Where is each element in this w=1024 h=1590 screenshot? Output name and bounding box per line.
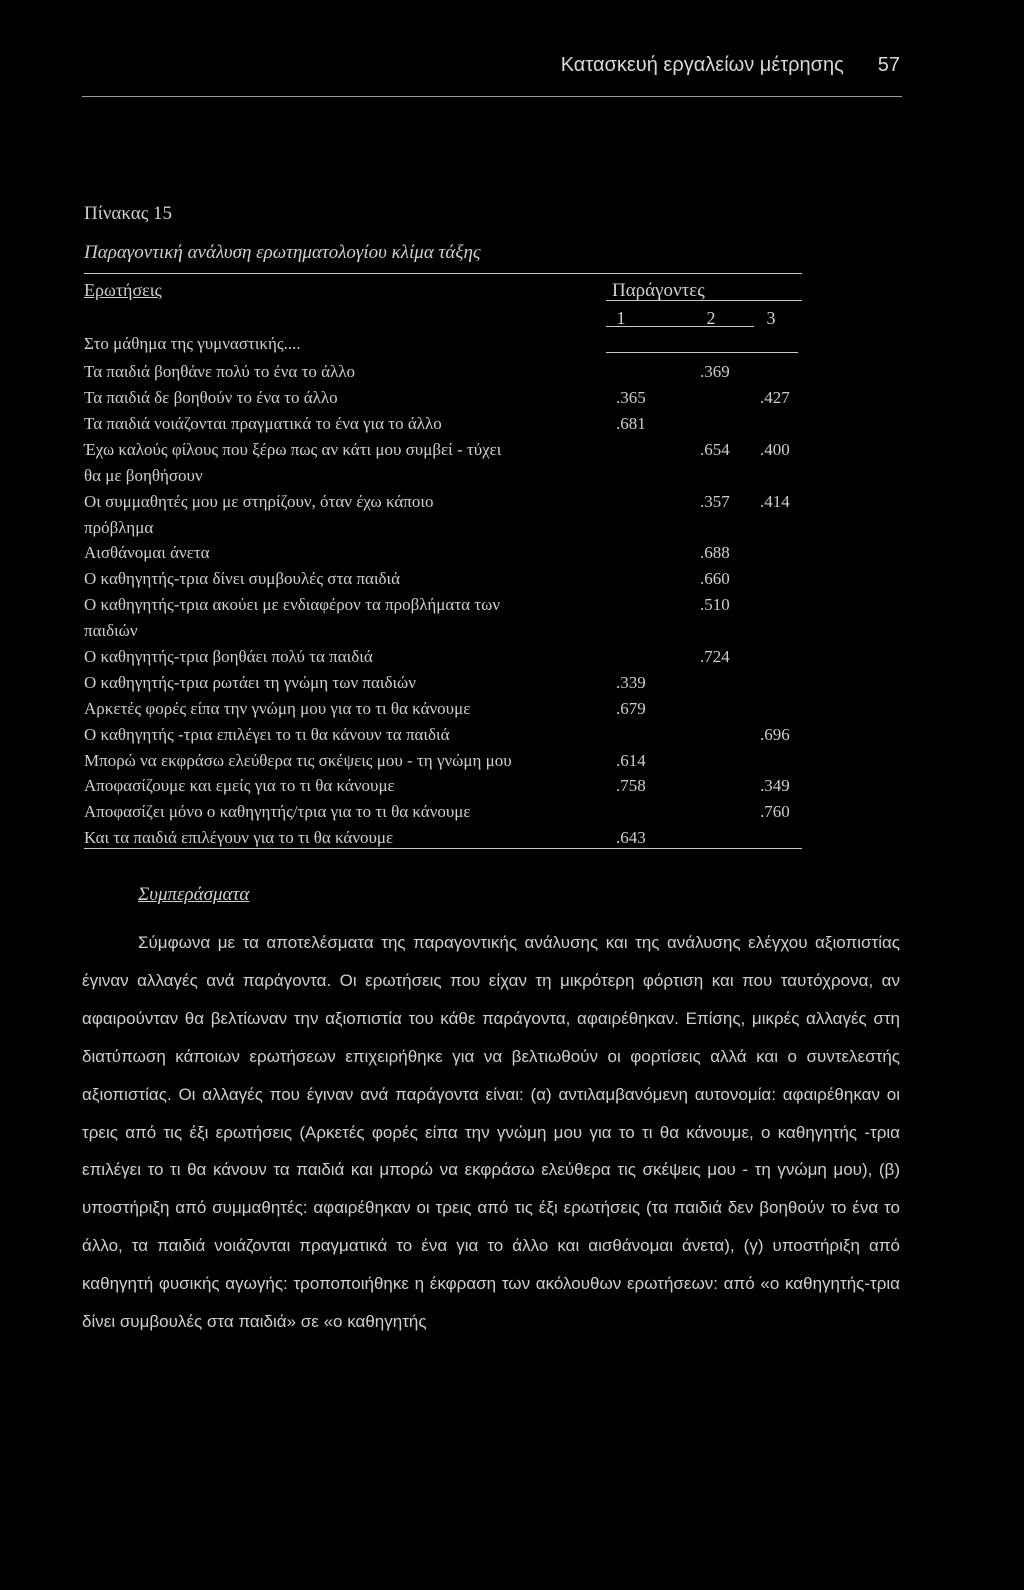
factor-3-loading: .400 [760, 439, 790, 459]
section-heading: Στο μάθημα της γυμναστικής.... [84, 334, 301, 353]
factor-2-loading: .510 [700, 595, 730, 615]
factor-1-loading: .339 [616, 672, 646, 692]
question-text: Τα παιδιά νοιάζονται πραγματικά το ένα για το άλλο [84, 413, 442, 433]
table-row [84, 595, 824, 641]
factor-1-loading: .365 [616, 387, 646, 407]
factor-2-loading: .724 [700, 646, 730, 666]
question-text: Μπορώ να εκφράσω ελεύθερα τις σκέψεις μου - τη γνώμη μου [84, 750, 512, 770]
factor-2-loading: .357 [700, 491, 730, 511]
table-row [84, 388, 824, 414]
question-text: Τα παιδιά δε βοηθούν το ένα το άλλο [84, 387, 338, 407]
factor-number-1: 1 [616, 308, 626, 328]
table-row [84, 699, 824, 725]
conclusions-paragraph: Σύμφωνα με τα αποτελέσματα της παραγοντικής ανάλυσης και της ανάλυσης ελέγχου αξιοπιστίας έγιναν αλλαγές ανά παράγοντα. Οι ερωτήσεις που είχαν τη μικρότερη φόρτιση και που ταυτόχρονα, αν αφαιρούνταν θα βελτίωναν την αξιοπιστία του κάθε παράγοντα, αφαιρέθηκαν. Επίσης, μικρές αλλαγές στη διατύπωση κάποιων ερωτήσεων επιχειρήθηκε για να βελτιωθούν οι φορτίσεις αλλά και ο συντελεστής αξιοπιστίας. Οι αλλαγές που έγιναν ανά παράγοντα είναι: (α) αντιλαμβανόμενη αυτονομία: αφαιρέθηκαν οι τρεις από τις έξι ερωτήσεις (Αρκετές φορές είπα την γνώμη μου για το τι θα κάνουμε, ο καθηγητής -τρια επιλέγει το τι θα κάνουν τα παιδιά και μπορώ να εκφράσω ελεύθερα τις σκέψεις μου - τη γνώμη μου), (β) υποστήριξη από συμμαθητές: αφαιρέθηκαν οι τρεις από τις έξι ερωτήσεις (τα παιδιά δεν βοηθούν το ένα το άλλο, τα παιδιά νοιάζονται πραγματικά το ένα για το άλλο και αισθάνομαι άνετα), (γ) υποστήριξη από καθηγητή φυσικής αγωγής: τροποποιήθηκε η έκφραση των ακόλουθων ερωτήσεων: από «ο καθηγητής-τρια δίνει συμβουλές στα παιδιά» σε «ο καθηγητής [82, 933, 900, 1332]
table-label: Πίνακας 15 [84, 203, 173, 224]
factor-1-loading: .758 [616, 776, 646, 796]
question-text: Οι συμμαθητές μου με στηρίζουν, όταν έχω κάποιο [84, 491, 434, 511]
factors-header: Παράγοντες [612, 280, 705, 301]
question-text: Αποφασίζει μόνο ο καθηγητής/τρια για το τι θα κάνουμε [84, 802, 471, 822]
question-text-continued: παιδιών [84, 621, 138, 641]
factor-3-loading: .696 [760, 724, 790, 744]
question-text: Ο καθηγητής-τρια ρωτάει τη γνώμη των παιδιών [84, 672, 416, 692]
factor-3-loading: .760 [760, 802, 790, 822]
question-text-continued: πρόβλημα [84, 517, 154, 537]
factor-2-loading: .654 [700, 439, 730, 459]
factor-number-3: 3 [766, 308, 776, 328]
question-text: Τα παιδιά βοηθάνε πολύ το ένα το άλλο [84, 362, 356, 381]
table-title: Παραγοντική ανάλυση ερωτηματολογίου κλίμα τάξης [84, 242, 481, 263]
factor-3-loading: .349 [760, 776, 790, 796]
factor-2-loading: .369 [700, 362, 730, 381]
questions-header: Ερωτήσεις [84, 280, 162, 300]
table-row [84, 673, 824, 699]
question-text: Έχω καλούς φίλους που ξέρω πως αν κάτι μου συμβεί - τύχει [84, 439, 502, 459]
page-number: 57 [877, 54, 900, 76]
running-title: Κατασκευή εργαλείων μέτρησης [560, 54, 844, 76]
question-text-continued: θα με βοηθήσουν [84, 465, 203, 485]
factor-1-loading: .614 [616, 750, 646, 770]
table-row [84, 725, 824, 751]
question-text: Και τα παιδιά επιλέγουν για το τι θα κάνουμε [84, 828, 394, 848]
table-row [84, 491, 824, 537]
question-text: Ο καθηγητής-τρια δίνει συμβουλές στα παιδιά [84, 569, 401, 589]
question-text: Ο καθηγητής -τρια επιλέγει το τι θα κάνουν τα παιδιά [84, 724, 450, 744]
table-row [84, 362, 824, 388]
factor-2-loading: .688 [700, 543, 730, 563]
factor-1-loading: .643 [616, 828, 646, 848]
table-row [84, 647, 824, 673]
table-top-rule [84, 273, 802, 274]
running-header [82, 54, 900, 77]
table-row [84, 828, 824, 854]
factor-3-loading: .427 [760, 387, 790, 407]
table-row [84, 776, 824, 802]
factor-1-loading: .681 [616, 413, 646, 433]
factor-3-loading: .414 [760, 491, 790, 511]
question-text: Αισθάνομαι άνετα [84, 543, 210, 563]
table-row [84, 439, 824, 485]
conclusions-title: Συμπεράσματα [138, 884, 250, 905]
header-rule [82, 96, 902, 97]
table-row [84, 751, 824, 777]
question-text: Ο καθηγητής-τρια βοηθάει πολύ τα παιδιά [84, 646, 373, 666]
factor-2-loading: .660 [700, 569, 730, 589]
question-text: Αποφασίζουμε και εμείς για το τι θα κάνουμε [84, 776, 395, 796]
table-row [84, 802, 824, 828]
question-text: Αρκετές φορές είπα την γνώμη μου για το τι θα κάνουμε [84, 698, 471, 718]
section-rule [606, 352, 798, 353]
table-row [84, 414, 824, 440]
table-row [84, 569, 824, 595]
table-row [84, 543, 824, 569]
question-text: Ο καθηγητής-τρια ακούει με ενδιαφέρον τα προβλήματα των [84, 595, 501, 615]
factor-1-loading: .679 [616, 698, 646, 718]
factor-number-2: 2 [706, 308, 716, 328]
